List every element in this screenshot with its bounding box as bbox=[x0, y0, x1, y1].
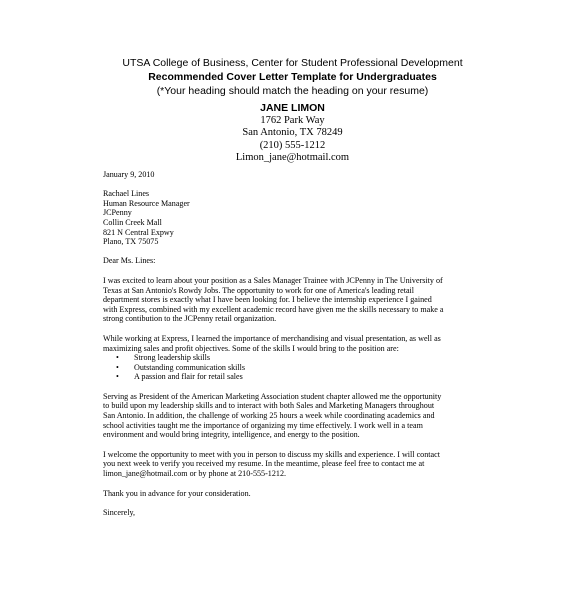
closing-thanks: Thank you in advance for your consideration. bbox=[103, 488, 251, 498]
header-note: (*Your heading should match the heading on your resume) bbox=[156, 85, 429, 97]
skill-text: Outstanding communication skills bbox=[134, 362, 246, 372]
recipient-title: Human Resource Manager bbox=[103, 198, 190, 208]
sender-street: 1762 Park Way bbox=[260, 114, 325, 126]
paragraph-leadership bbox=[103, 392, 483, 440]
list-item bbox=[103, 363, 483, 373]
bullet-icon: • bbox=[116, 353, 119, 363]
letter-body bbox=[103, 170, 483, 518]
paragraph-line: Serving as President of the American Marketing Association student chapter allowed me the opportunity bbox=[103, 391, 442, 401]
header-template-title: Recommended Cover Letter Template for Undergraduates bbox=[148, 71, 437, 83]
skill-text: A passion and flair for retail sales bbox=[134, 372, 243, 382]
skills-list bbox=[103, 353, 483, 382]
header-institution: UTSA College of Business, Center for Student Professional Development bbox=[122, 57, 463, 69]
list-item bbox=[103, 353, 483, 363]
sender-phone: (210) 555-1212 bbox=[259, 139, 326, 151]
paragraph-line: maximizing sales and profit objectives. Some of the skills I would bring to the position are: bbox=[103, 343, 399, 353]
sender-block bbox=[0, 102, 585, 165]
letter-date: January 9, 2010 bbox=[103, 170, 155, 179]
recipient-place: Collin Creek Mall bbox=[103, 217, 162, 227]
paragraph-line: environment and would bring integrity, intelligence, and energy to the position. bbox=[103, 430, 360, 440]
paragraph-line: While working at Express, I learned the importance of merchandising and visual presentation, as well as bbox=[103, 333, 441, 343]
recipient-street: 821 N Central Expwy bbox=[103, 227, 174, 237]
sender-city: San Antonio, TX 78249 bbox=[242, 127, 343, 138]
document-header bbox=[0, 56, 585, 98]
paragraph-line: department stores is exactly what I have been looking for. I believe the internship experience I gained bbox=[103, 295, 432, 305]
sender-email: Limon_jane@hotmail.com bbox=[235, 152, 350, 163]
paragraph-line: San Antonio. In addition, the challenge of working 25 hours a week while coordinating academics and bbox=[103, 411, 435, 421]
paragraph-intro bbox=[103, 276, 483, 324]
sender-name: JANE LIMON bbox=[260, 102, 325, 114]
list-item bbox=[103, 372, 483, 382]
paragraph-line: you next week to verify you received my resume. In the meantime, please feel free to contact me at bbox=[103, 459, 425, 469]
recipient-name: Rachael Lines bbox=[103, 189, 150, 199]
paragraph-line: limon_jane@hotmail.com or by phone at 210-555-1212. bbox=[103, 469, 287, 479]
paragraph-line: Texas at San Antonio's Rowdy Jobs. The opportunity to work for one of America's leading retail bbox=[103, 285, 415, 295]
paragraph-line: school activities taught me the importance of organizing my time effectively. I work well in a team bbox=[103, 420, 423, 430]
paragraph-line: I was excited to learn about your position as a Sales Manager Trainee with JCPenny in The University of bbox=[103, 275, 443, 285]
paragraph-contact bbox=[103, 450, 483, 479]
recipient-block bbox=[103, 189, 483, 247]
bullet-icon: • bbox=[116, 372, 119, 382]
signoff: Sincerely, bbox=[103, 508, 136, 518]
paragraph-line: to build upon my leadership skills and to interact with both Sales and Marketing Managers throughout bbox=[103, 401, 435, 411]
recipient-company: JCPenny bbox=[103, 208, 132, 218]
paragraph-line: strong contibution to the JCPenny retail organization. bbox=[103, 314, 277, 324]
salutation: Dear Ms. Lines: bbox=[103, 256, 156, 266]
recipient-city: Plano, TX 75075 bbox=[103, 237, 159, 247]
paragraph-line: I welcome the opportunity to meet with you in person to discuss my skills and experience. I will contact bbox=[103, 449, 440, 459]
paragraph-experience bbox=[103, 334, 483, 353]
skill-text: Strong leadership skills bbox=[134, 353, 210, 363]
paragraph-line: with Express, combined with my excellent academic record have given me the skills necessary to make a bbox=[103, 304, 444, 314]
bullet-icon: • bbox=[116, 362, 119, 372]
